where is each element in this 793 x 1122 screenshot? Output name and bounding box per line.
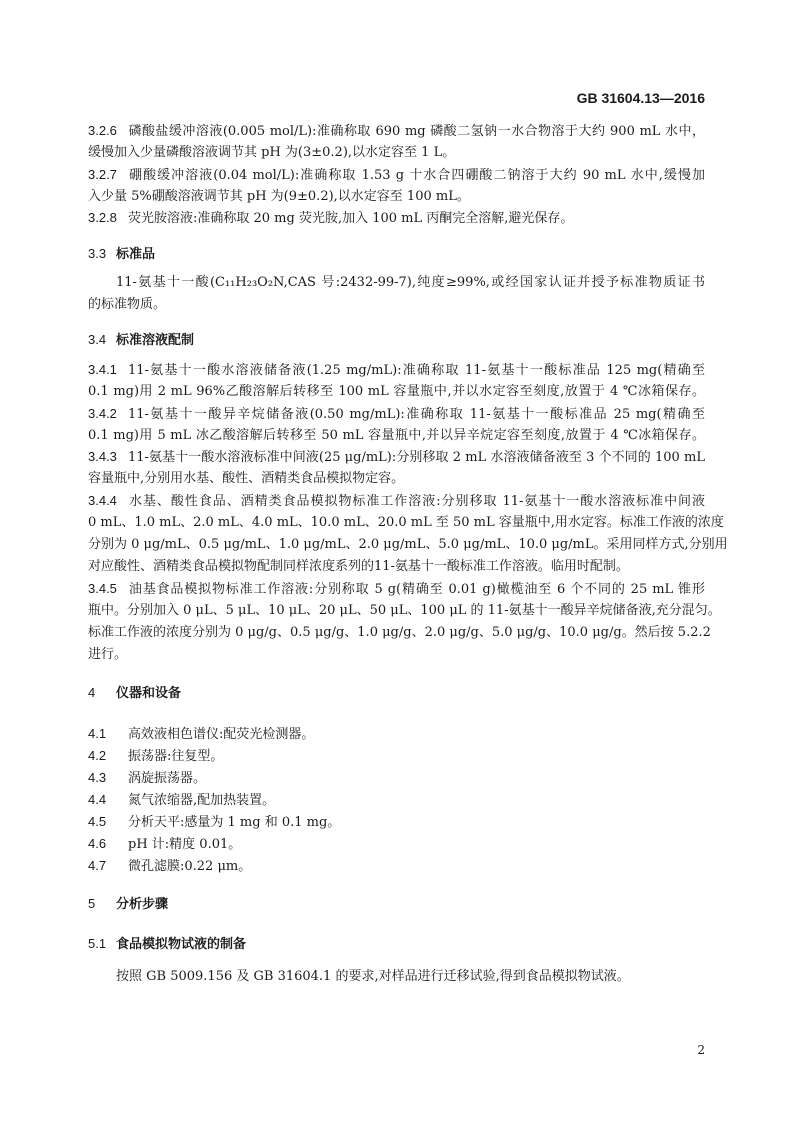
text-line: 0.1 mg)用 2 mL 96%乙酸溶解后转移至 100 mL 容量瓶中,并以水定容至刻度,放置于 4 ℃冰箱保存。 [88, 384, 705, 399]
heading-title: 食品模拟物试液的制备 [116, 937, 247, 952]
text-line: 油基食品模拟物标准工作溶液:分别称取 5 g(精确至 0.01 g)橄榄油至 6 个不同的 25 mL 锥形 [128, 582, 705, 597]
heading-5: 5 分析步骤 [88, 896, 169, 912]
list-item: 4.1 高效液相色谱仪:配荧光检测器。 [88, 726, 315, 742]
standard-number: GB 31604.13—2016 [576, 90, 705, 106]
heading-title: 标准溶液配制 [116, 333, 195, 348]
heading-3-3: 3.3 标准品 [88, 246, 156, 262]
text-line: 的标准物质。 [88, 297, 167, 312]
text-line: 标准工作液的浓度分别为 0 μg/g、0.5 μg/g、1.0 μg/g、2.0 μg/g、5.0 μg/g、10.0 μg/g。然后按 5.2.2 [88, 625, 711, 640]
clause-number: 3.2.6 [88, 123, 117, 138]
section-3-4-5: 3.4.5 油基食品模拟物标准工作溶液:分别称取 5 g(精确至 0.01 g)橄榄油至 6 个不同的 25 mL 锥形 [88, 581, 705, 597]
text-line: 0 mL、1.0 mL、2.0 mL、4.0 mL、10.0 mL、20.0 mL 至 50 mL 容量瓶中,用水定容。标准工作液的浓度 [88, 515, 724, 530]
clause-number: 3.2.7 [88, 167, 117, 182]
text-line: 11-氨基十一酸(C₁₁H₂₃O₂N,CAS 号:2432-99-7),纯度≥99%,或经国家认证并授予标准物质证书 [116, 275, 705, 290]
section-3-4-2: 3.4.2 11-氨基十一酸异辛烷储备液(0.50 mg/mL):准确称取 11-氨基十一酸标准品 25 mg(精确至 [88, 406, 705, 422]
text-line: 按照 GB 5009.156 及 GB 31604.1 的要求,对样品进行迁移试验,得到食品模拟物试液。 [116, 969, 630, 984]
text-line: 11-氨基十一酸水溶液标准中间液(25 μg/mL):分别移取 2 mL 水溶液储备液至 3 个不同的 100 mL [128, 450, 705, 465]
list-item: 4.6 pH 计:精度 0.01。 [88, 836, 242, 852]
list-item: 4.2 振荡器:往复型。 [88, 748, 224, 764]
text-line: 进行。 [88, 647, 128, 662]
heading-3-4: 3.4 标准溶液配制 [88, 332, 195, 348]
list-item: 4.5 分析天平:感量为 1 mg 和 0.1 mg。 [88, 814, 341, 830]
heading-title: 仪器和设备 [116, 686, 182, 701]
page-number: 2 [697, 1043, 705, 1057]
text-line: 磷酸盐缓冲溶液(0.005 mol/L):准确称取 690 mg 磷酸二氢钠一水合物溶于大约 900 mL 水中， [128, 124, 705, 139]
text-line: 11-氨基十一酸异辛烷储备液(0.50 mg/mL):准确称取 11-氨基十一酸标准品 25 mg(精确至 [128, 407, 705, 422]
text-line: 11-氨基十一酸水溶液储备液(1.25 mg/mL):准确称取 11-氨基十一酸标准品 125 mg(精确至 [128, 363, 705, 378]
heading-4: 4 仪器和设备 [88, 685, 182, 701]
heading-title: 标准品 [116, 247, 156, 262]
heading-title: 分析步骤 [116, 897, 169, 912]
section-3-2-8 [88, 210, 705, 226]
list-item: 4.3 涡旋振荡器。 [88, 770, 207, 786]
text-line: 荧光胺溶液:准确称取 20 mg 荧光胺,加入 100 mL 丙酮完全溶解,避光保存。 [128, 211, 574, 226]
list-item: 4.4 氮气浓缩器,配加热装置。 [88, 792, 276, 808]
text-line: 缓慢加入少量磷酸溶液调节其 pH 为(3±0.2),以水定容至 1 L。 [88, 145, 456, 160]
section-3-4-4: 3.4.4 水基、酸性食品、酒精类食品模拟物标准工作溶液:分别移取 11-氨基十一酸水溶液标准中间液 [88, 493, 705, 509]
text-line: 硼酸缓冲溶液(0.04 mol/L):准确称取 1.53 g 十水合四硼酸二钠溶于大约 90 mL 水中,缓慢加 [128, 168, 705, 183]
text-line: 瓶中。分别加入 0 μL、5 μL、10 μL、20 μL、50 μL、100 μL 的 11-氨基十一酸异辛烷储备液,充分混匀。 [88, 603, 721, 618]
heading-5-1: 5.1 食品模拟物试液的制备 [88, 936, 247, 952]
list-item: 4.7 微孔滤膜:0.22 μm。 [88, 858, 252, 874]
clause-number: 3.2.8 [88, 210, 117, 225]
text-line: 0.1 mg)用 5 mL 冰乙酸溶解后转移至 50 mL 容量瓶中,并以异辛烷定容至刻度,放置于 4 ℃冰箱保存。 [88, 428, 705, 443]
text-line: 分别为 0 μg/mL、0.5 μg/mL、1.0 μg/mL、2.0 μg/mL、5.0 μg/mL、10.0 μg/mL。采用同样方式,分别用 [88, 537, 728, 552]
text-line: 水基、酸性食品、酒精类食品模拟物标准工作溶液:分别移取 11-氨基十一酸水溶液标准中间液 [128, 494, 705, 509]
text-line: 入少量 5%硼酸溶液调节其 pH 为(9±0.2),以水定容至 100 mL。 [88, 189, 470, 204]
text-line: 容量瓶中,分别用水基、酸性、酒精类食品模拟物定容。 [88, 471, 405, 486]
text-line: 对应酸性、酒精类食品模拟物配制同样浓度系列的11-氨基十一酸标准工作溶液。临用时配制。 [88, 559, 629, 574]
section-3-4-1: 3.4.1 11-氨基十一酸水溶液储备液(1.25 mg/mL):准确称取 11-氨基十一酸标准品 125 mg(精确至 [88, 362, 705, 378]
section-3-4-3: 3.4.3 11-氨基十一酸水溶液标准中间液(25 μg/mL):分别移取 2 mL 水溶液储备液至 3 个不同的 100 mL [88, 449, 705, 465]
